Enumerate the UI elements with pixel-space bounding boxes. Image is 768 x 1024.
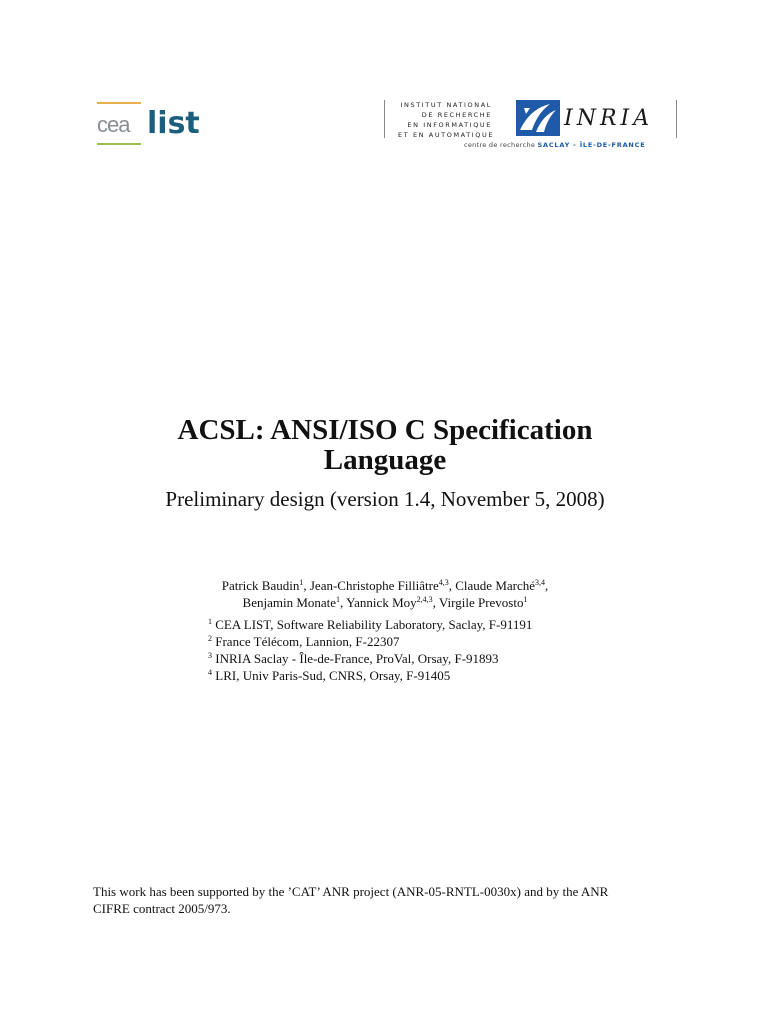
affiliation-text: INRIA Saclay - Île-de-France, ProVal, Orsay, F-91893 — [215, 651, 499, 666]
author-name: Yannick Moy — [346, 595, 417, 610]
inria-logo-right-rule — [676, 100, 677, 138]
author-affiliation-marker: 4,3 — [438, 578, 449, 587]
author-affiliation-marker: 1 — [336, 595, 341, 604]
author-affiliation-marker: 3,4 — [535, 578, 546, 587]
affiliation-list — [208, 616, 532, 684]
affiliation-number: 3 — [208, 651, 212, 660]
funding-note-line-1: This work has been supported by the ’CAT’ ANR project (ANR-05-RNTL-0030x) and by the ANR — [93, 884, 609, 899]
affiliation-item — [208, 616, 532, 633]
cea-logo-bottom-bar — [97, 143, 141, 145]
author-affiliation-marker: 1 — [299, 578, 304, 587]
list-logo-text: list — [147, 106, 200, 141]
author-affiliation-marker: 1 — [523, 595, 528, 604]
author-line-2 — [0, 594, 768, 611]
document-subtitle: Preliminary design (version 1.4, November 5, 2008) — [165, 487, 605, 511]
author-list — [0, 577, 768, 611]
affiliation-number: 1 — [208, 617, 212, 626]
inria-logo — [384, 98, 680, 154]
author-name: Claude Marché — [455, 578, 536, 593]
author-separator: , — [432, 595, 439, 610]
inria-emblem-icon — [516, 100, 560, 136]
document-title — [0, 415, 768, 475]
cea-logo-text: cea — [97, 112, 130, 137]
cea-logo-top-bar — [97, 102, 141, 104]
author-affiliation-marker: 2,4,3 — [416, 595, 433, 604]
author-separator: , — [340, 595, 347, 610]
cea-list-logo — [95, 100, 225, 148]
affiliation-number: 4 — [208, 668, 212, 677]
funding-note-line-2: CIFRE contract 2005/973. — [93, 901, 231, 916]
author-separator: , — [448, 578, 456, 593]
inria-institute-line: EN INFORMATIQUE — [407, 121, 492, 129]
affiliation-item — [208, 633, 532, 650]
affiliation-item — [208, 650, 532, 667]
affiliation-text: CEA LIST, Software Reliability Laboratory, Saclay, F-91191 — [215, 617, 533, 632]
affiliation-number: 2 — [208, 634, 212, 643]
author-name: Benjamin Monate — [242, 595, 337, 610]
inria-institute-line: INSTITUT NATIONAL — [400, 101, 492, 109]
affiliation-text: France Télécom, Lannion, F-22307 — [215, 634, 400, 649]
author-name: Jean-Christophe Filliâtre — [309, 578, 439, 593]
inria-logo-left-rule — [384, 100, 385, 138]
inria-centre-caption — [464, 141, 645, 149]
inria-institute-line: ET EN AUTOMATIQUE — [398, 131, 495, 139]
author-name: Patrick Baudin — [221, 578, 300, 593]
title-line-2: Language — [323, 444, 447, 476]
inria-institute-name — [398, 100, 495, 140]
author-separator: , — [303, 578, 310, 593]
title-line-1: ACSL: ANSI/ISO C Specification — [177, 414, 593, 446]
author-line-1 — [0, 577, 768, 594]
funding-note — [93, 883, 673, 917]
inria-centre-location: SACLAY - ÎLE-DE-FRANCE — [537, 141, 646, 149]
affiliation-item — [208, 667, 532, 684]
author-name: Virgile Prevosto — [438, 595, 524, 610]
author-separator: , — [545, 578, 549, 593]
inria-centre-prefix: centre de recherche — [464, 141, 536, 149]
affiliation-text: LRI, Univ Paris-Sud, CNRS, Orsay, F-91405 — [215, 668, 451, 683]
inria-name: INRIA — [564, 106, 654, 131]
inria-institute-line: DE RECHERCHE — [421, 111, 492, 119]
